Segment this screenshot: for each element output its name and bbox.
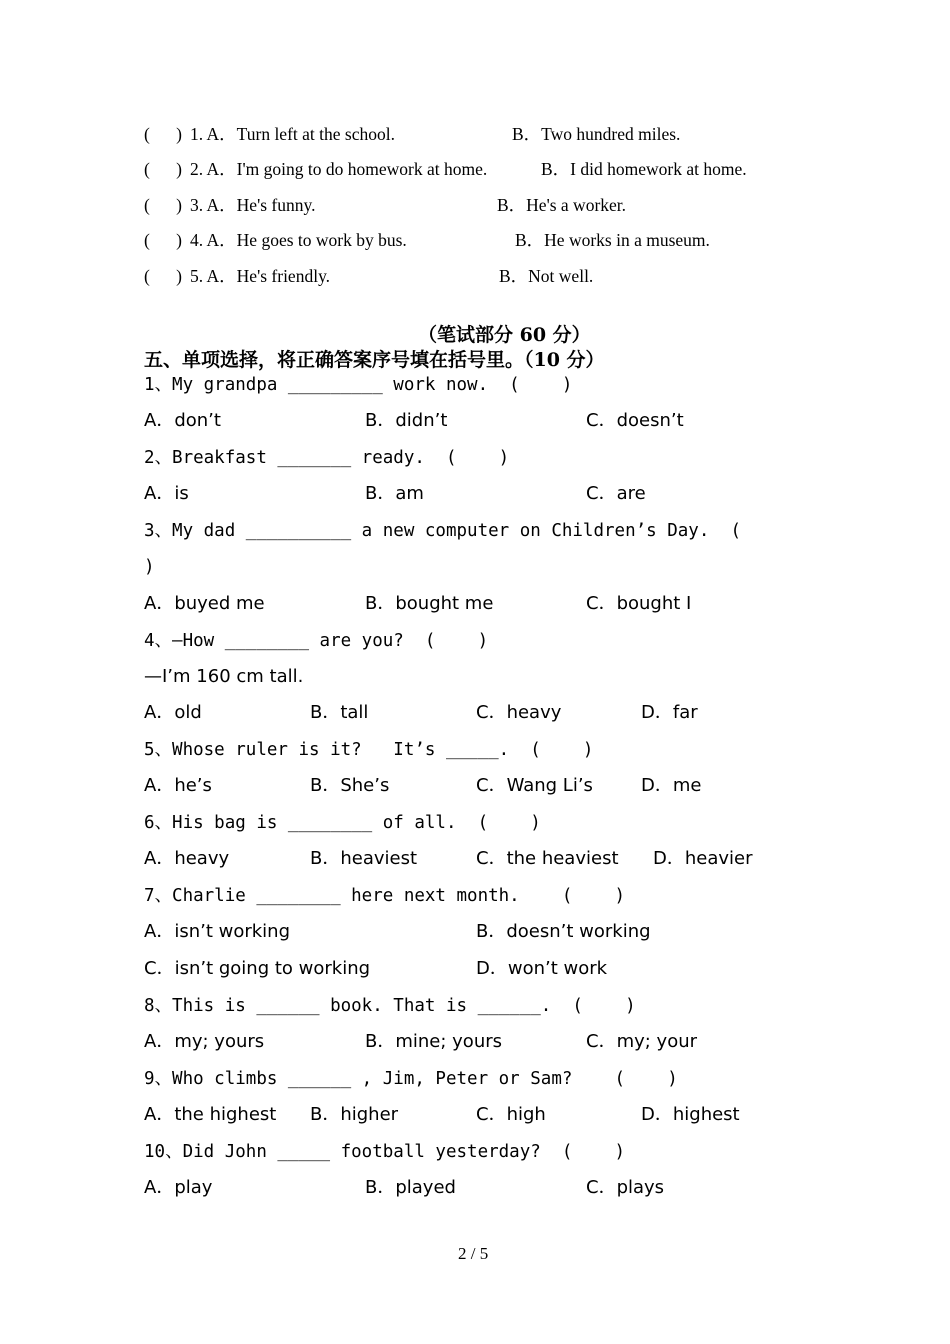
option: C．heavy — [476, 702, 562, 723]
answer-blank[interactable]: ( ) — [144, 124, 182, 144]
question-stem: 1、My grandpa _________ work now. ( ) — [144, 375, 573, 395]
question-stem-continued: ) — [144, 557, 155, 577]
answer-blank[interactable]: ( ) — [144, 266, 182, 286]
option: B．mine; yours — [365, 1031, 503, 1052]
question-stem: 8、This is ______ book. That is ______. ( ) — [144, 996, 636, 1016]
question-stem: 9、Who climbs ______ , Jim, Peter or Sam? ( ) — [144, 1069, 678, 1089]
option: A．play — [144, 1177, 213, 1198]
question-stem-continued: —I’m 160 cm tall. — [144, 666, 304, 687]
option: B．tall — [310, 702, 369, 723]
option: C．my; your — [586, 1031, 698, 1052]
option: B．played — [365, 1177, 456, 1198]
option: A．isn’t working — [144, 921, 290, 942]
question-stem: 4、—How ________ are you? ( ) — [144, 631, 489, 651]
page-number: 2 / 5 — [458, 1244, 489, 1263]
listening-option-b: B．I did homework at home. — [541, 159, 747, 179]
question-stem: 5、Whose ruler is it? It’s _____. ( ) — [144, 740, 594, 760]
listening-option-b: B．He works in a museum. — [515, 230, 710, 250]
option: C．plays — [586, 1177, 665, 1198]
option: A．old — [144, 702, 202, 723]
listening-option-a: 2. A．I'm going to do homework at home. — [190, 159, 488, 179]
option: A．my; yours — [144, 1031, 265, 1052]
option: D．highest — [641, 1104, 740, 1125]
option: D．won’t work — [476, 958, 608, 979]
listening-option-b: B．Not well. — [499, 266, 594, 286]
option: A．he’s — [144, 775, 212, 796]
question-stem: 2、Breakfast _______ ready. ( ) — [144, 448, 510, 468]
option: D．me — [641, 775, 702, 796]
option: A．the highest — [144, 1104, 277, 1125]
option: A．don’t — [144, 410, 221, 431]
option: A．buyed me — [144, 593, 265, 614]
question-stem: 10、Did John _____ football yesterday? ( ) — [144, 1142, 626, 1162]
option: C．bought I — [586, 593, 692, 614]
option: C．isn’t going to working — [144, 958, 371, 979]
option: D．heavier — [653, 848, 753, 869]
answer-blank[interactable]: ( ) — [144, 230, 182, 250]
question-stem: 7、Charlie ________ here next month. ( ) — [144, 886, 626, 906]
question-stem: 3、My dad __________ a new computer on Children’s Day. ( — [144, 521, 741, 541]
option: D．far — [641, 702, 698, 723]
section-title: 五、单项选择，将正确答案序号填在括号里。（10 分） — [144, 349, 605, 371]
option: B．She’s — [310, 775, 390, 796]
option: C．doesn’t — [586, 410, 684, 431]
option: B．didn’t — [365, 410, 448, 431]
option: C．the heaviest — [476, 848, 619, 869]
listening-option-b: B．Two hundred miles. — [512, 124, 681, 144]
option: B．am — [365, 483, 424, 504]
option: B．doesn’t working — [476, 921, 651, 942]
listening-option-a: 4. A．He goes to work by bus. — [190, 230, 407, 250]
option: C．are — [586, 483, 646, 504]
option: A．is — [144, 483, 189, 504]
listening-option-a: 1. A．Turn left at the school. — [190, 124, 395, 144]
answer-blank[interactable]: ( ) — [144, 195, 182, 215]
listening-option-a: 5. A．He's friendly. — [190, 266, 331, 286]
option: B．higher — [310, 1104, 399, 1125]
option: B．bought me — [365, 593, 494, 614]
option: A．heavy — [144, 848, 230, 869]
written-part-title: （笔试部分 60 分） — [418, 324, 591, 346]
listening-option-a: 3. A．He's funny. — [190, 195, 316, 215]
question-stem: 6、His bag is ________ of all. ( ) — [144, 813, 541, 833]
listening-option-b: B．He's a worker. — [497, 195, 627, 215]
answer-blank[interactable]: ( ) — [144, 159, 182, 179]
option: C．Wang Li’s — [476, 775, 593, 796]
option: B．heaviest — [310, 848, 418, 869]
option: C．high — [476, 1104, 546, 1125]
